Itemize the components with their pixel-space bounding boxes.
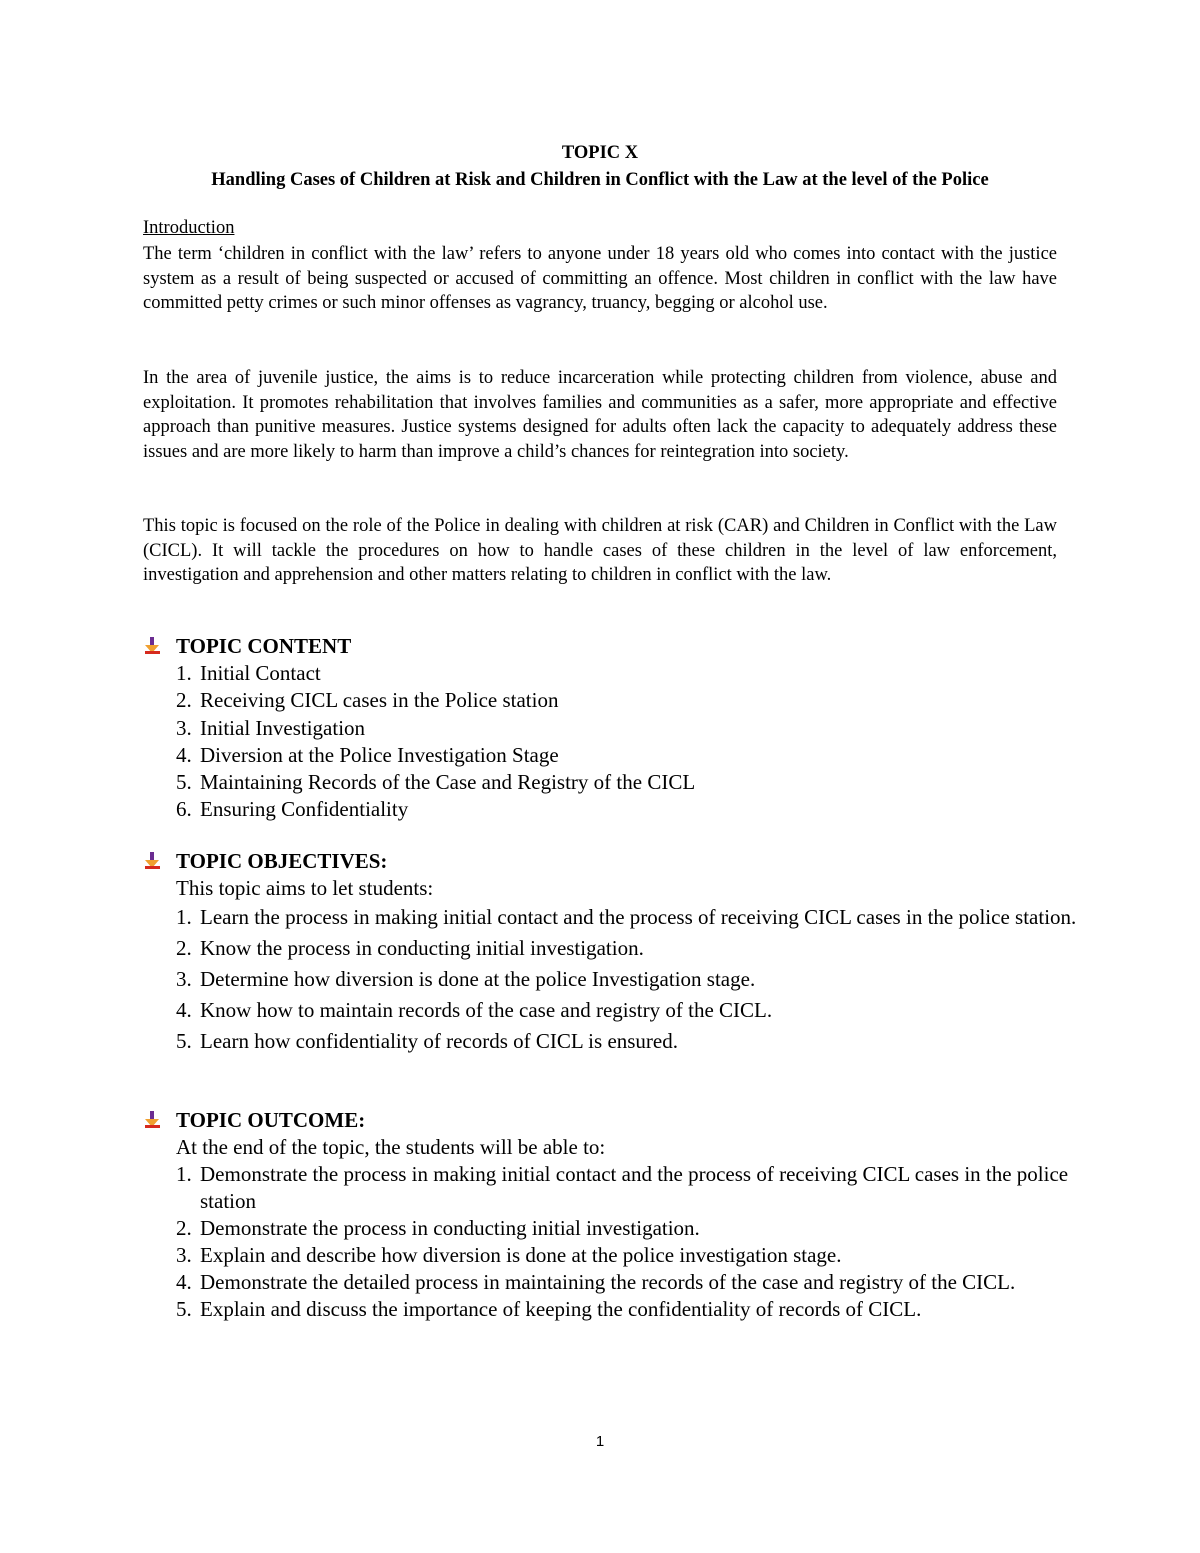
topic-objectives-list xyxy=(143,902,1083,1057)
topic-content-list xyxy=(143,660,1083,824)
list-number: 1. xyxy=(176,905,192,929)
introduction-heading: Introduction xyxy=(143,218,235,238)
topic-outcome-list xyxy=(143,1161,1083,1323)
list-number: 4. xyxy=(176,1270,192,1294)
page-number: 1 xyxy=(595,1433,605,1450)
list-number: 1. xyxy=(176,1162,192,1186)
bullet-arrow-icon xyxy=(143,1110,163,1130)
list-number: 3. xyxy=(176,967,192,991)
list-text: Learn how confidentiality of records of CICL is ensured. xyxy=(200,1029,678,1053)
list-item xyxy=(143,1161,1083,1215)
list-text: Demonstrate the process in making initial contact and the process of receiving CICL cases in the police station xyxy=(200,1162,1069,1213)
topic-outcome-heading: TOPIC OUTCOME: xyxy=(176,1108,366,1132)
topic-outcome-section xyxy=(143,1108,1083,1323)
list-item xyxy=(143,1215,1083,1242)
list-text: Initial Contact xyxy=(200,661,321,685)
topic-outcome-lead: At the end of the topic, the students will be able to: xyxy=(176,1135,606,1159)
list-text: Maintaining Records of the Case and Registry of the CICL xyxy=(200,770,696,795)
list-item xyxy=(143,769,1083,796)
list-item xyxy=(143,1269,1083,1296)
list-item xyxy=(143,715,1083,742)
list-number: 5. xyxy=(176,770,192,795)
topic-objectives-section xyxy=(143,849,1083,1057)
topic-objectives-heading: TOPIC OBJECTIVES: xyxy=(176,849,388,873)
list-number: 3. xyxy=(176,715,192,740)
topic-content-heading: TOPIC CONTENT xyxy=(176,634,352,658)
topic-objectives-lead: This topic aims to let students: xyxy=(176,876,434,900)
bullet-arrow-icon xyxy=(143,851,163,871)
intro-paragraph-1: The term ‘children in conflict with the law’ refers to anyone under 18 years old who comes into contact with the justice system as a result of being suspected or accused of committing an offence. Most children in conflict with the law have committed petty crimes or such minor offenses as vagrancy, truancy, begging or alcohol use. xyxy=(143,244,1057,314)
topic-outcome-header xyxy=(143,1108,1083,1134)
list-number: 5. xyxy=(176,1029,192,1053)
list-number: 4. xyxy=(176,998,192,1022)
list-text: Know the process in conducting initial investigation. xyxy=(200,936,644,960)
list-number: 3. xyxy=(176,1243,192,1267)
list-text: Initial Investigation xyxy=(200,715,366,740)
list-item xyxy=(143,687,1083,714)
topic-objectives-header xyxy=(143,849,1083,875)
list-text: Explain and discuss the importance of keeping the confidentiality of records of CICL. xyxy=(200,1297,922,1321)
list-item xyxy=(143,933,1083,964)
list-item xyxy=(143,796,1083,823)
topic-content-section xyxy=(143,634,1083,824)
list-text: Diversion at the Police Investigation Stage xyxy=(200,742,559,767)
list-text: Receiving CICL cases in the Police station xyxy=(200,688,559,713)
list-number: 1. xyxy=(176,661,192,685)
intro-paragraph-3: This topic is focused on the role of the Police in dealing with children at risk (CAR) and Children in Conflict with the Law (CICL). It will tackle the procedures on how to handle cases of these children in the level of law enforcement, investigation and apprehension and other matters relating to children in conflict with the law. xyxy=(143,516,1057,586)
list-text: Know how to maintain records of the case and registry of the CICL. xyxy=(200,998,773,1022)
list-text: Explain and describe how diversion is done at the police investigation stage. xyxy=(200,1243,842,1267)
list-item xyxy=(143,902,1083,933)
list-text: Ensuring Confidentiality xyxy=(200,797,409,822)
list-text: Learn the process in making initial contact and the process of receiving CICL cases in the police station. xyxy=(200,905,1077,929)
topic-number: TOPIC X xyxy=(561,143,639,163)
list-item xyxy=(143,1026,1083,1057)
list-number: 2. xyxy=(176,688,192,713)
list-item xyxy=(143,1242,1083,1269)
list-item xyxy=(143,964,1083,995)
list-number: 6. xyxy=(176,797,192,822)
list-item xyxy=(143,742,1083,769)
list-number: 2. xyxy=(176,936,192,960)
document-title: Handling Cases of Children at Risk and Children in Conflict with the Law at the level of the Police xyxy=(211,170,989,190)
list-text: Determine how diversion is done at the police Investigation stage. xyxy=(200,967,756,991)
list-item xyxy=(143,1296,1083,1323)
bullet-arrow-icon xyxy=(143,636,163,656)
list-number: 2. xyxy=(176,1216,192,1240)
list-text: Demonstrate the process in conducting initial investigation. xyxy=(200,1216,700,1240)
list-number: 4. xyxy=(176,742,192,767)
list-item xyxy=(143,995,1083,1026)
list-number: 5. xyxy=(176,1297,192,1321)
topic-content-header xyxy=(143,634,1083,660)
intro-paragraph-2: In the area of juvenile justice, the aims is to reduce incarceration while protecting children from violence, abuse and exploitation. It promotes rehabilitation that involves families and communities as a safer, more appropriate and effective approach than punitive measures. Justice systems designed for adults often lack the capacity to adequately address these issues and are more likely to harm than improve a child’s chances for reintegration into society. xyxy=(143,368,1057,462)
list-item xyxy=(143,660,1083,687)
list-text: Demonstrate the detailed process in maintaining the records of the case and registry of the CICL. xyxy=(200,1270,1016,1294)
